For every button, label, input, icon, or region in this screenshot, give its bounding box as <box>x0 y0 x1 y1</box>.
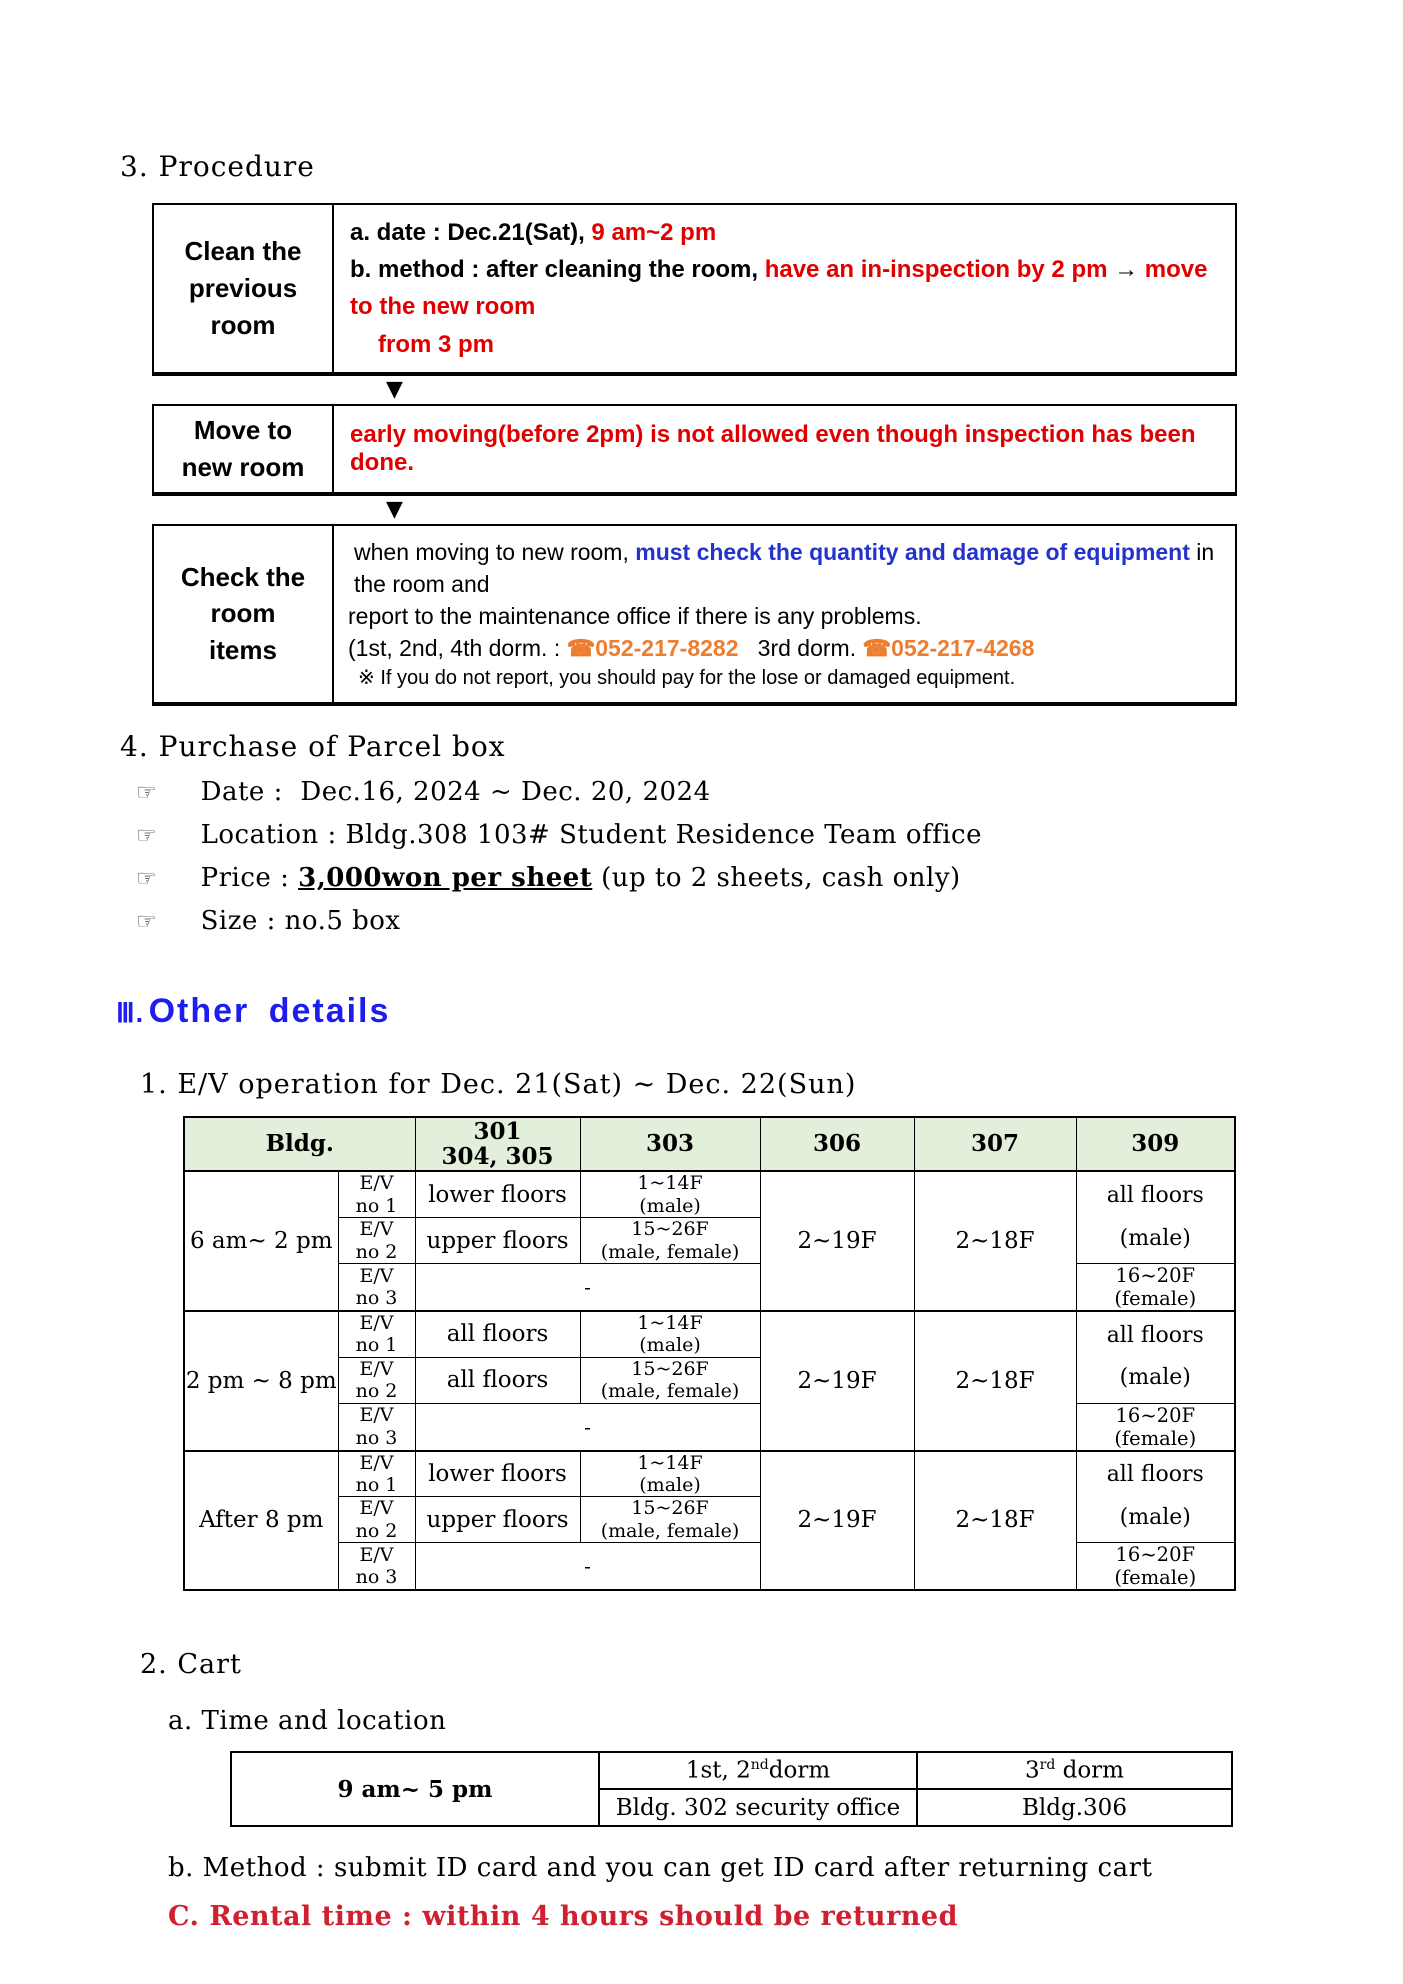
ev-309-female-cell: 16~20F (female) <box>1076 1543 1235 1591</box>
ev-no-cell: E/V no 3 <box>338 1403 415 1451</box>
ev-row <box>184 1403 1235 1451</box>
step-content-line: early moving(before 2pm) is not allowed even though inspection has been done. <box>350 420 1203 476</box>
step-move-content <box>334 406 1235 492</box>
ev-row <box>184 1171 1235 1217</box>
ev-no-cell: E/V no 3 <box>338 1543 415 1591</box>
ev-307-cell: 2~18F <box>914 1451 1076 1591</box>
ev-floors-cell: upper floors <box>415 1497 580 1543</box>
procedure-heading: 3. Procedure <box>120 150 315 183</box>
ev-no-cell: E/V no 1 <box>338 1451 415 1497</box>
ev-303-cell: 1~14F (male) <box>580 1311 760 1357</box>
ev-no-cell: E/V no 2 <box>338 1218 415 1264</box>
step-content-line: a. date : Dec.21(Sat), 9 am~2 pm <box>350 219 717 246</box>
parcel-item-date: ☞ Date : Dec.16, 2024 ~ Dec. 20, 2024 <box>136 777 711 808</box>
ev-306-cell: 2~19F <box>760 1171 914 1311</box>
ev-header-303: 303 <box>580 1117 760 1171</box>
down-arrow-icon: ▼ <box>386 376 403 402</box>
step-move-label: Move to new room <box>154 406 334 492</box>
ev-303-cell: 1~14F (male) <box>580 1171 760 1217</box>
cart-location-cell-1: Bldg. 302 security office <box>599 1789 917 1826</box>
pointing-hand-icon: ☞ <box>136 823 157 850</box>
ev-row <box>184 1543 1235 1591</box>
parcel-item-size: ☞ Size : no.5 box <box>136 906 401 937</box>
ev-header-306: 306 <box>760 1117 914 1171</box>
parcel-heading: 4. Purchase of Parcel box <box>120 730 506 764</box>
step-content-line: b. method : after cleaning the room, have an in-inspection by 2 pm → move to the new room <box>350 256 1215 321</box>
ev-303-cell: 15~26F (male, female) <box>580 1497 760 1543</box>
procedure-step-check <box>152 524 1237 707</box>
ev-no-cell: E/V no 2 <box>338 1497 415 1543</box>
ev-309-cell: all floors (male) <box>1076 1451 1235 1543</box>
cart-row <box>231 1752 1232 1789</box>
other-details-heading: Ⅲ. Other details <box>116 992 391 1031</box>
step-content-line: (1st, 2nd, 4th dorm. : ☎052-217-8282 3rd dorm. ☎052-217-4268 <box>348 635 1035 662</box>
right-arrow-icon: → <box>1107 256 1145 284</box>
ev-header-307: 307 <box>914 1117 1076 1171</box>
ev-no-cell: E/V no 1 <box>338 1171 415 1217</box>
procedure-step-move <box>152 404 1237 496</box>
procedure-step-clean <box>152 203 1237 376</box>
ev-row <box>184 1263 1235 1311</box>
ev-time-cell: 6 am~ 2 pm <box>184 1171 338 1311</box>
ev-309-female-cell: 16~20F (female) <box>1076 1403 1235 1451</box>
step-content-line: ※ If you do not report, you should pay for the lose or damaged equipment. <box>358 667 1016 690</box>
ev-header-bldg: Bldg. <box>184 1117 415 1171</box>
ev-303-cell: 15~26F (male, female) <box>580 1218 760 1264</box>
ev-time-cell: 2 pm ~ 8 pm <box>184 1311 338 1451</box>
ev-309-cell: all floors (male) <box>1076 1311 1235 1403</box>
pointing-hand-icon: ☞ <box>136 780 157 807</box>
ev-307-cell: 2~18F <box>914 1171 1076 1311</box>
step-content-line: from 3 pm <box>378 330 495 358</box>
ev-floors-cell: lower floors <box>415 1171 580 1217</box>
cart-time-location-label: a. Time and location <box>168 1706 447 1737</box>
phone-icon-number: ☎052-217-8282 <box>566 635 739 662</box>
ev-309-cell: all floors (male) <box>1076 1171 1235 1263</box>
cart-time-cell: 9 am~ 5 pm <box>231 1752 599 1826</box>
ev-header-309: 309 <box>1076 1117 1235 1171</box>
ev-floors-cell: lower floors <box>415 1451 580 1497</box>
ev-303-cell: 15~26F (male, female) <box>580 1357 760 1403</box>
ev-heading: 1. E/V operation for Dec. 21(Sat) ~ Dec. 22(Sun) <box>140 1069 857 1101</box>
step-clean-label: Clean the previous room <box>154 205 334 372</box>
ev-row <box>184 1311 1235 1357</box>
parcel-list <box>136 777 1403 936</box>
ev-303-cell: 1~14F (male) <box>580 1451 760 1497</box>
ev-no-cell: E/V no 3 <box>338 1263 415 1311</box>
ev-floors-cell: all floors <box>415 1357 580 1403</box>
cart-table <box>230 1751 1233 1827</box>
ev-306-cell: 2~19F <box>760 1311 914 1451</box>
step-clean-content <box>334 205 1235 372</box>
ev-dash-cell: - <box>415 1403 760 1451</box>
ev-309-female-cell: 16~20F (female) <box>1076 1263 1235 1311</box>
down-arrow-icon: ▼ <box>386 496 403 522</box>
ev-row <box>184 1451 1235 1497</box>
cart-heading: 2. Cart <box>140 1649 242 1681</box>
step-check-content <box>334 526 1235 703</box>
cart-dorm-header-2: 3rd dorm <box>917 1752 1232 1789</box>
phone-icon-number: ☎052-217-4268 <box>862 635 1035 662</box>
step-check-label: Check the room items <box>154 526 334 703</box>
ev-table <box>183 1116 1236 1591</box>
pointing-hand-icon: ☞ <box>136 909 157 936</box>
ev-dash-cell: - <box>415 1263 760 1311</box>
step-content-line: when moving to new room, must check the quantity and damage of equipment in the room and <box>354 538 1221 597</box>
ev-306-cell: 2~19F <box>760 1451 914 1591</box>
parcel-item-price: ☞ Price : 3,000won per sheet (up to 2 sheets, cash only) <box>136 863 961 894</box>
cart-dorm-header-1: 1st, 2nddorm <box>599 1752 917 1789</box>
cart-method-line: b. Method : submit ID card and you can get ID card after returning cart <box>168 1853 1153 1884</box>
cart-location-cell-2: Bldg.306 <box>917 1789 1232 1826</box>
procedure-table <box>152 203 1237 706</box>
ev-no-cell: E/V no 1 <box>338 1311 415 1357</box>
parcel-item-location: ☞ Location : Bldg.308 103# Student Residence Team office <box>136 820 982 851</box>
ev-floors-cell: upper floors <box>415 1218 580 1264</box>
ev-307-cell: 2~18F <box>914 1311 1076 1451</box>
ev-dash-cell: - <box>415 1543 760 1591</box>
pointing-hand-icon: ☞ <box>136 866 157 893</box>
ev-time-cell: After 8 pm <box>184 1451 338 1591</box>
ev-header-row <box>184 1117 1235 1171</box>
step-content-line: report to the maintenance office if there is any problems. <box>348 602 922 629</box>
ev-floors-cell: all floors <box>415 1311 580 1357</box>
ev-header-301: 301 304, 305 <box>415 1117 580 1171</box>
ev-no-cell: E/V no 2 <box>338 1357 415 1403</box>
cart-rental-line: C. Rental time : within 4 hours should be returned <box>168 1901 958 1933</box>
